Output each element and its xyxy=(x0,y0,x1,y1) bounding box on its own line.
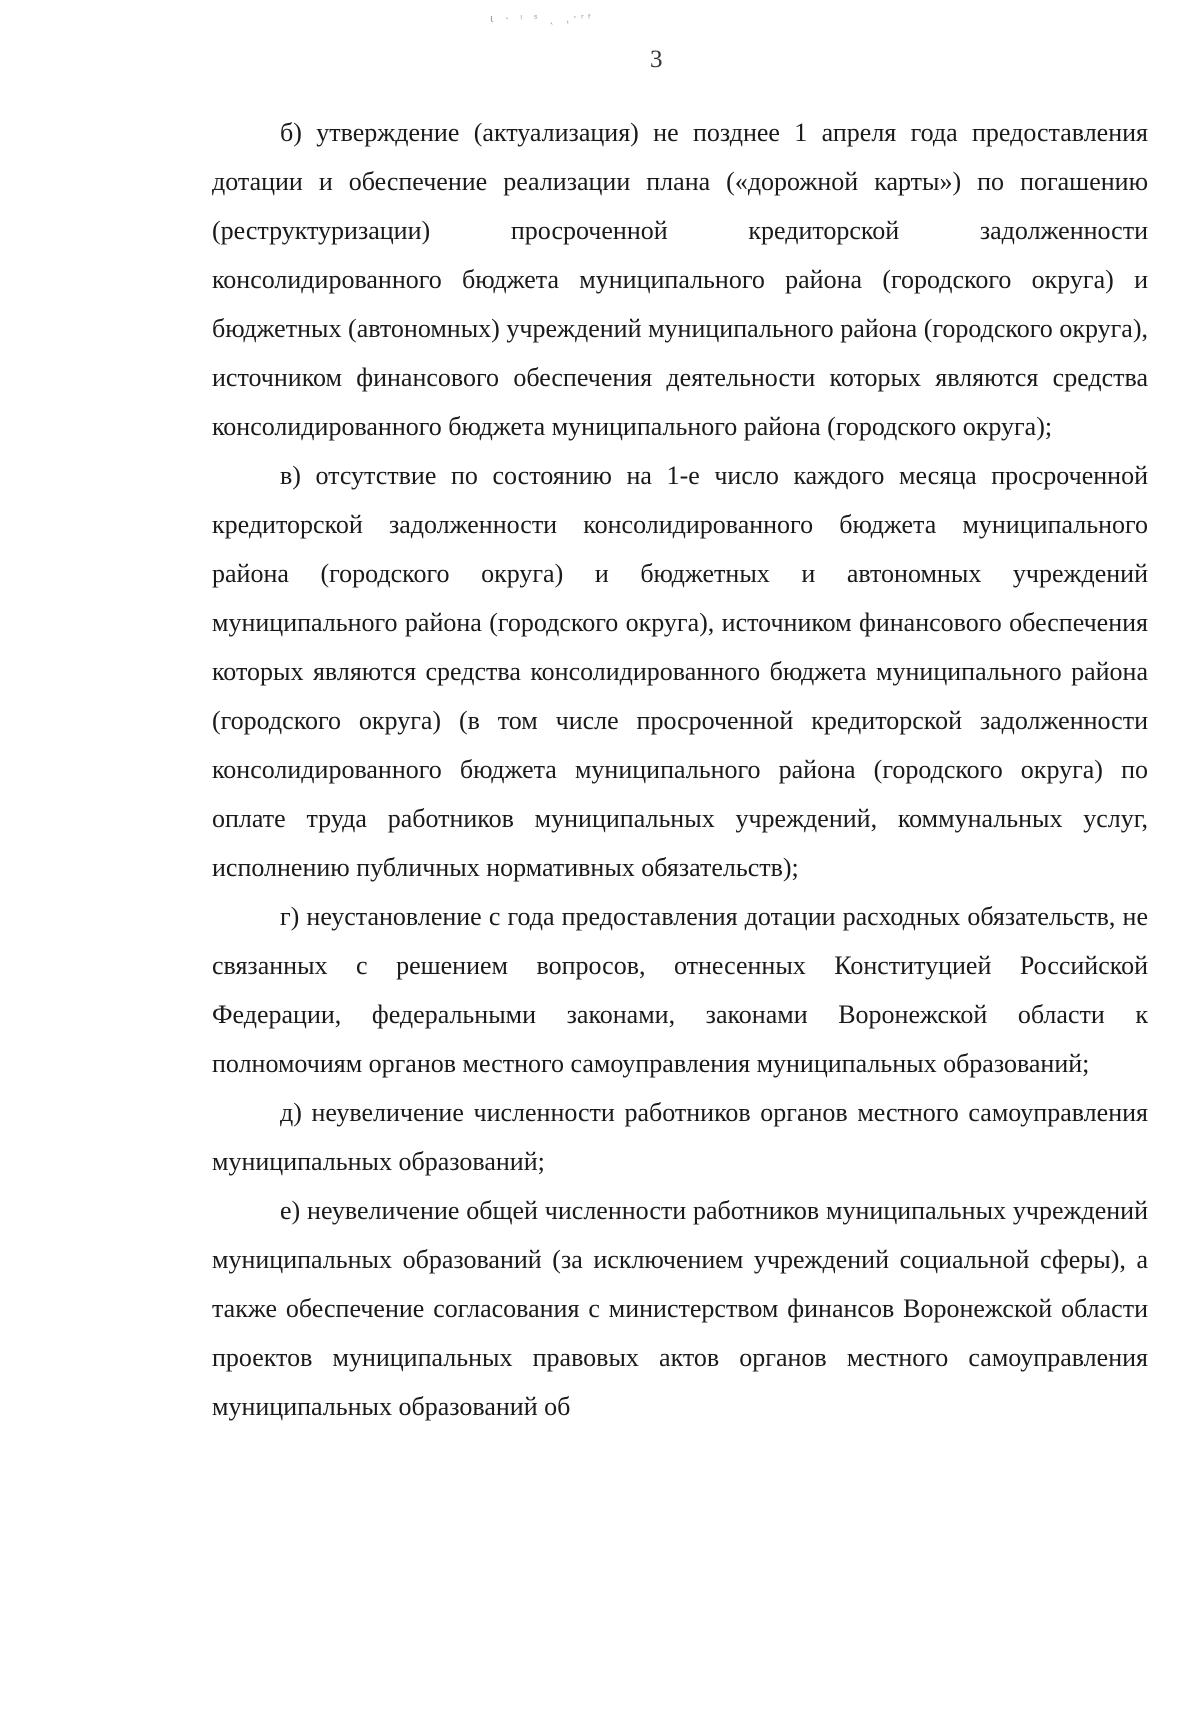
scan-artifact-marks: ι · ᵎ ˢ ˎ ˌˑʳᶠ xyxy=(490,12,596,25)
paragraph-b: б) утверждение (актуализация) не позднее 1 апреля года предоставления дотации и обеспечение реализации плана («дорожной карты») по погашению (реструктуризации) просроченной кредиторской задолженности консолидированного бюджета муниципального района (городского округа) и бюджетных (автономных) учреждений муниципального района (городского округа), источником финансового обеспечения деятельности которых являются средства консолидированного бюджета муниципального района (городского округа); xyxy=(212,118,1148,441)
paragraph-e: е) неувеличение общей численности работников муниципальных учреждений муниципальных образований (за исключением учреждений социальной сферы), а также обеспечение согласования с министерством финансов Воронежской области проектов муниципальных правовых актов органов местного самоуправления муниципальных образований об xyxy=(212,1196,1148,1421)
paragraph-v: в) отсутствие по состоянию на 1-е число каждого месяца просроченной кредиторской задолженности консолидированного бюджета муниципального района (городского округа) и бюджетных и автономных учреждений муниципального района (городского округа), источником финансового обеспечения которых являются средства консолидированного бюджета муниципального района (городского округа) (в том числе просроченной кредиторской задолженности консолидированного бюджета муниципального района (городского округа) по оплате труда работников муниципальных учреждений, коммунальных услуг, исполнению публичных нормативных обязательств); xyxy=(212,461,1148,882)
paragraph-d: д) неувеличение численности работников органов местного самоуправления муниципальных образований; xyxy=(212,1098,1148,1176)
document-body xyxy=(212,108,1148,1431)
page-number: 3 xyxy=(650,46,663,73)
paragraph-g: г) неустановление с года предоставления дотации расходных обязательств, не связанных с решением вопросов, отнесенных Конституцией Российской Федерации, федеральными законами, законами Воронежской области к полномочиям органов местного самоуправления муниципальных образований; xyxy=(212,902,1148,1078)
